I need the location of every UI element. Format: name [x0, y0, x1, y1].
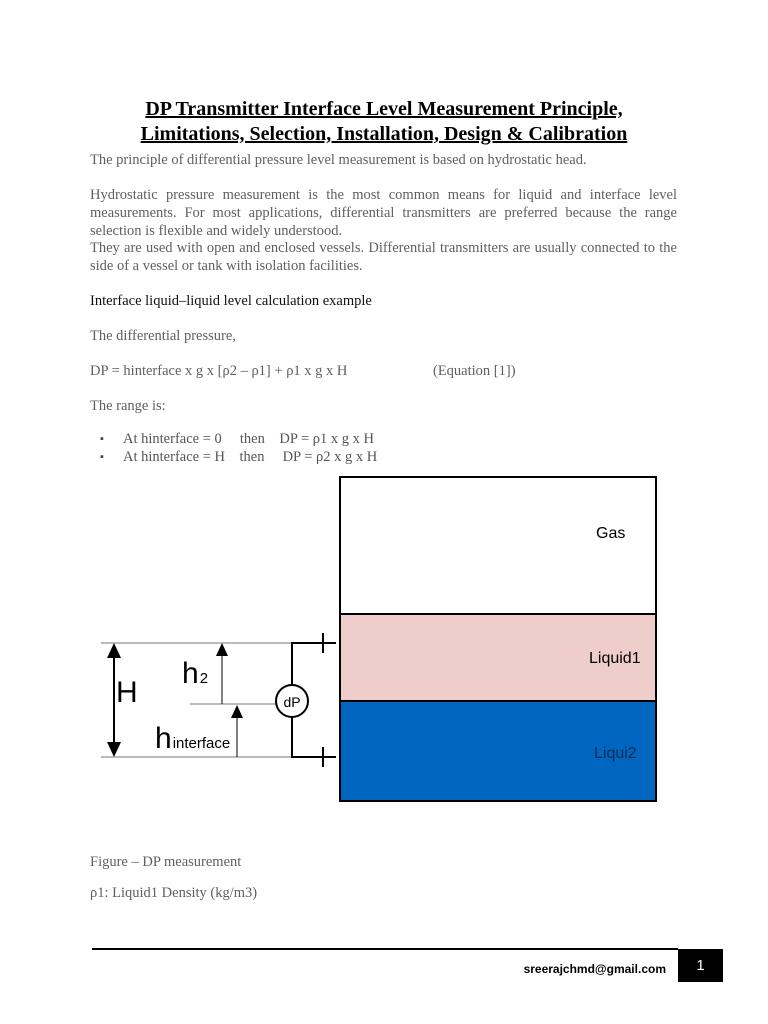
- gas-label: Gas: [596, 525, 626, 542]
- page-number: 1: [696, 957, 705, 974]
- hinterface-subscript: interface: [172, 735, 231, 752]
- dp-transmitter-label: dP: [283, 694, 301, 710]
- paragraph-range: The range is:: [90, 398, 166, 414]
- paragraph-differential-pressure: The differential pressure,: [90, 328, 236, 344]
- footer-rule: [92, 948, 678, 950]
- equation-reference: (Equation [1]): [433, 363, 516, 379]
- figure-caption: Figure – DP measurement: [90, 854, 242, 870]
- H-label: H: [116, 676, 138, 709]
- page-number-box: [678, 949, 723, 982]
- footer-email: sreerajchmd@gmail.com: [523, 962, 666, 976]
- hinterface-main: h: [155, 722, 172, 755]
- h2-label: [182, 657, 208, 690]
- paragraph-example-heading: Interface liquid–liquid level calculation example: [90, 293, 372, 309]
- H-arrow-up-head: [107, 643, 121, 658]
- h2-subscript: 2: [199, 670, 209, 687]
- h2-main: h: [182, 657, 199, 690]
- h2-arrow-head: [216, 643, 228, 656]
- H-arrow-down-head: [107, 742, 121, 757]
- rho1-definition: ρ1: Liquid1 Density (kg/m3): [90, 885, 258, 901]
- hinterface-arrow-head: [231, 705, 243, 718]
- range-bullet-1: ▪ At hinterface = 0 then DP = ρ1 x g x H: [90, 430, 377, 448]
- paragraph-hydrostatic: Hydrostatic pressure measurement is the most common means for liquid and interface level measurements. For most applications, differential transmitters are preferred because the range selection is flexible and widely understood.: [90, 187, 677, 239]
- paragraph-principle: The principle of differential pressure level measurement is based on hydrostatic head.: [90, 152, 587, 168]
- hinterface-label: [155, 722, 230, 755]
- liquid1-label: Liquid1: [589, 650, 641, 667]
- equation-text: DP = hinterface x g x [ρ2 – ρ1] + ρ1 x g x H: [90, 363, 348, 379]
- paragraph-vessels: They are used with open and enclosed vessels. Differential transmitters are usually connected to the side of a vessel or tank with isolation facilities.: [90, 240, 677, 274]
- gas-region: [340, 477, 656, 614]
- title-line-1: DP Transmitter Interface Level Measurement Principle,: [145, 98, 623, 120]
- range-bullet-2: ▪ At hinterface = H then DP = ρ2 x g x H: [90, 448, 377, 466]
- title-line-2: Limitations, Selection, Installation, Design & Calibration: [140, 123, 628, 145]
- liquid2-label: Liqui2: [594, 745, 637, 762]
- high-side-impulse-line: [292, 643, 336, 685]
- low-side-impulse-line: [292, 718, 336, 757]
